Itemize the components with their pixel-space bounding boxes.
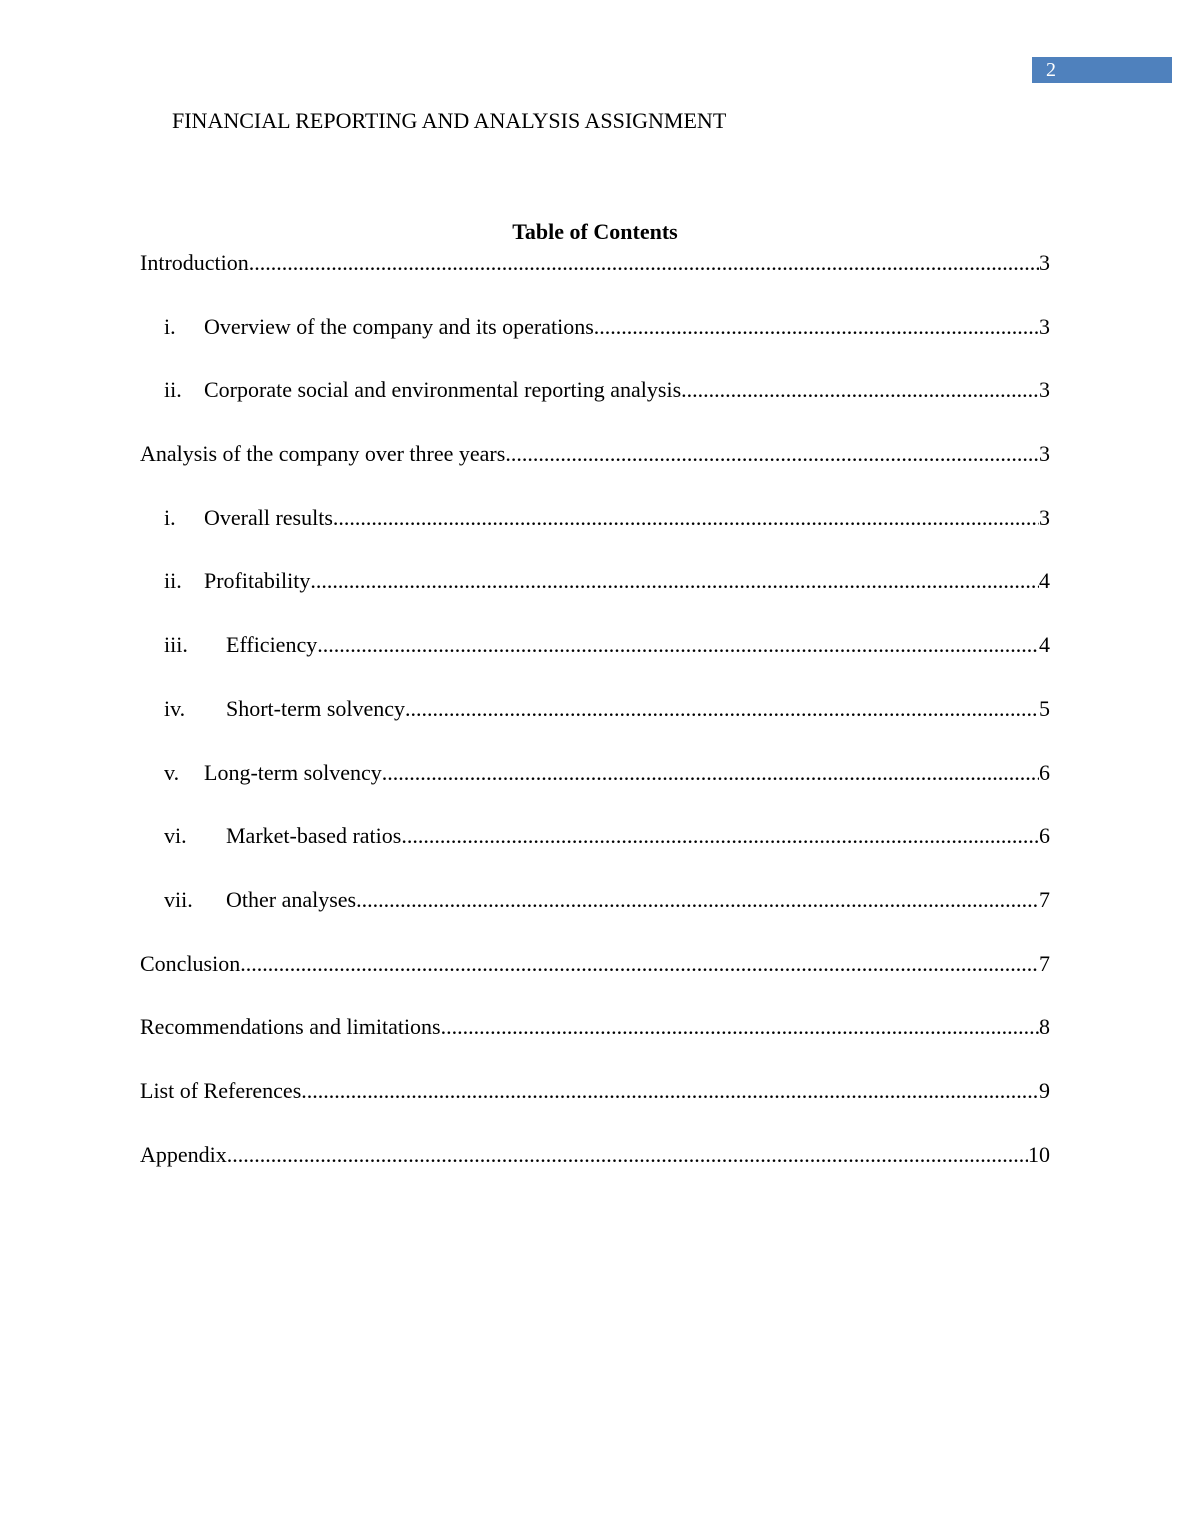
toc-entry-profitability[interactable] [140, 566, 1050, 630]
toc-entry-text: Long-term solvency [204, 759, 382, 785]
toc-entry-page: 7 [1039, 886, 1050, 912]
toc-entry-overall-results[interactable] [140, 503, 1050, 567]
toc-entry-text: Profitability [204, 568, 311, 594]
dot-leader [249, 248, 1039, 278]
toc-entry-csr-analysis[interactable] [140, 375, 1050, 439]
dot-leader [382, 758, 1039, 788]
toc-entry-text: Appendix [140, 1141, 227, 1167]
dot-leader [405, 694, 1039, 724]
toc-entry-text: Market-based ratios [226, 823, 402, 849]
toc-entry-references[interactable] [140, 1076, 1050, 1140]
toc-entry-page: 7 [1039, 950, 1050, 976]
toc-entry-number: v. [164, 759, 180, 785]
toc-entry-conclusion[interactable] [140, 949, 1050, 1013]
toc-entry-text: Conclusion [140, 950, 241, 976]
dot-leader [594, 312, 1039, 342]
toc-entry-number: vi. [164, 823, 187, 849]
toc-entry-text: Short-term solvency [226, 695, 406, 721]
toc-entry-number: vii. [164, 886, 193, 912]
toc-entry-text: List of References [140, 1077, 302, 1103]
dot-leader [441, 1012, 1039, 1042]
toc-entry-page: 8 [1039, 1014, 1050, 1040]
toc-entry-number: ii. [164, 568, 182, 594]
dot-leader [301, 1076, 1039, 1106]
toc-entry-page: 6 [1039, 823, 1050, 849]
dot-leader [240, 949, 1039, 979]
dot-leader [505, 439, 1039, 469]
toc-entry-market-based-ratios[interactable] [140, 821, 1050, 885]
toc-entry-text: Analysis of the company over three years [140, 441, 506, 467]
toc-entry-text: Recommendations and limitations [140, 1014, 441, 1040]
toc-entry-page: 4 [1039, 632, 1050, 658]
dot-leader [317, 630, 1039, 660]
toc-entry-page: 3 [1039, 377, 1050, 403]
toc-entry-page: 6 [1039, 759, 1050, 785]
dot-leader [310, 566, 1039, 596]
page-number-badge [1032, 57, 1172, 83]
toc-entry-recommendations[interactable] [140, 1012, 1050, 1076]
toc-entry-long-term-solvency[interactable] [140, 758, 1050, 822]
toc-entry-text: Efficiency [226, 632, 318, 658]
toc-entry-page: 3 [1039, 441, 1050, 467]
toc-entry-number: i. [164, 504, 176, 530]
toc-entry-short-term-solvency[interactable] [140, 694, 1050, 758]
toc-entry-other-analyses[interactable] [140, 885, 1050, 949]
toc-entry-page: 3 [1039, 313, 1050, 339]
toc-entry-page: 3 [1039, 504, 1050, 530]
toc-title: Table of Contents [512, 219, 678, 244]
toc-entry-page: 5 [1039, 695, 1050, 721]
dot-leader [681, 375, 1039, 405]
toc-entry-introduction[interactable] [140, 248, 1050, 312]
toc-entry-number: ii. [164, 377, 182, 403]
dot-leader [227, 1140, 1028, 1170]
toc-entry-page: 10 [1028, 1141, 1050, 1167]
toc-entry-text: Overview of the company and its operations [204, 313, 594, 339]
table-of-contents [140, 248, 1050, 1203]
toc-entry-text: Introduction [140, 250, 249, 275]
toc-entry-efficiency[interactable] [140, 630, 1050, 694]
toc-entry-text: Overall results [204, 504, 333, 530]
toc-entry-page: 4 [1039, 568, 1050, 594]
dot-leader [356, 885, 1039, 915]
toc-entry-text: Corporate social and environmental reporting analysis [204, 377, 682, 403]
dot-leader [401, 821, 1039, 851]
dot-leader [333, 503, 1039, 533]
toc-entry-number: iv. [164, 695, 186, 721]
toc-entry-number: i. [164, 313, 176, 339]
page-number: 2 [1046, 59, 1056, 81]
toc-entry-page: 9 [1039, 1077, 1050, 1103]
toc-entry-appendix[interactable] [140, 1140, 1050, 1204]
toc-entry-page: 3 [1039, 250, 1050, 275]
toc-entry-text: Other analyses [226, 886, 357, 912]
toc-entry-analysis[interactable] [140, 439, 1050, 503]
running-head: FINANCIAL REPORTING AND ANALYSIS ASSIGNMENT [172, 108, 727, 133]
toc-entry-number: iii. [164, 632, 188, 658]
toc-entry-overview[interactable] [140, 312, 1050, 376]
